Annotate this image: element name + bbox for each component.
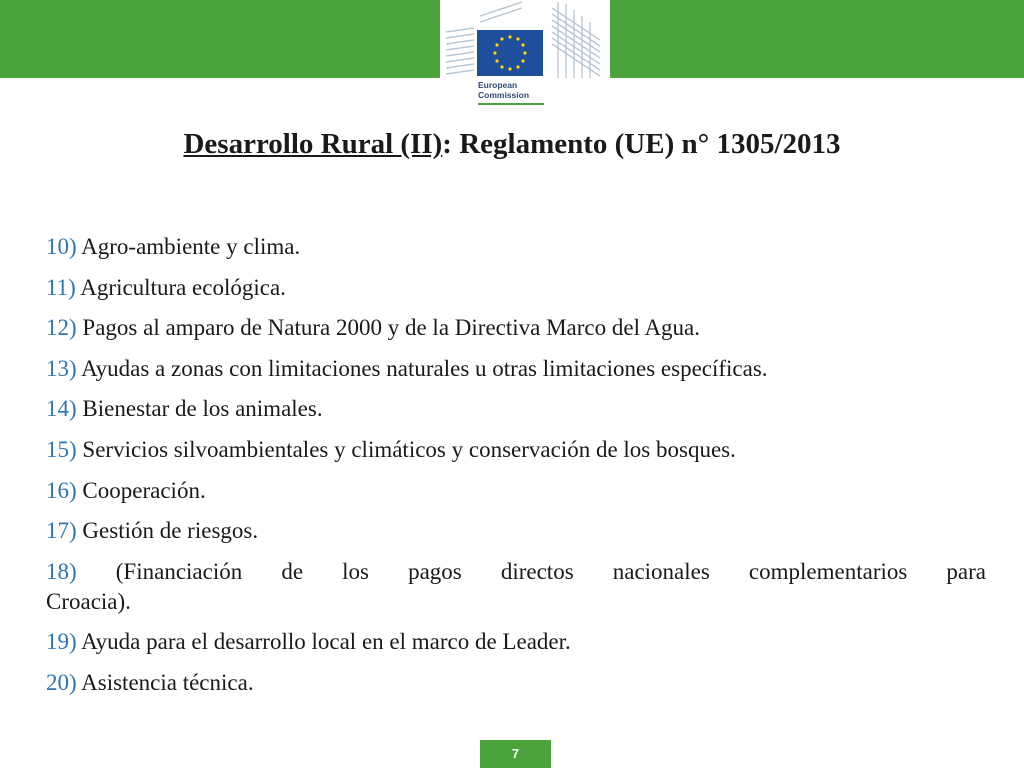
list-item (46, 668, 986, 698)
list-item (46, 435, 986, 465)
item-word: para (946, 558, 986, 584)
page-number-badge: 7 (480, 740, 551, 768)
title-rest: : Reglamento (UE) n° 1305/2013 (442, 128, 841, 160)
item-number: 11) (46, 274, 76, 300)
logo-wordmark (478, 80, 529, 100)
item-word: de (281, 558, 304, 584)
item-text: Cooperación. (76, 477, 206, 503)
list-item (46, 394, 986, 424)
item-number: 13) (46, 355, 77, 381)
list-item (46, 627, 986, 657)
item-continuation: Croacia). (46, 588, 131, 614)
list-item (46, 313, 986, 343)
item-text: Pagos al amparo de Natura 2000 y de la Directiva Marco del Agua. (76, 315, 701, 341)
item-first-line (46, 557, 986, 587)
item-word: directos (500, 558, 574, 584)
item-text: Agro-ambiente y clima. (76, 234, 301, 259)
item-number: 16) (46, 477, 77, 503)
list-item (46, 354, 986, 384)
list-item (46, 232, 986, 262)
list-item (46, 273, 986, 303)
title-underlined: Desarrollo Rural (II) (183, 128, 443, 160)
item-text: Asistencia técnica. (76, 669, 254, 695)
item-word: pagos (408, 558, 462, 584)
item-number: 17) (46, 518, 77, 544)
item-text: Bienestar de los animales. (76, 396, 323, 422)
slide-title (0, 128, 1024, 161)
item-number: 18) (46, 558, 77, 584)
european-commission-logo (440, 0, 610, 112)
list-item (46, 557, 986, 617)
item-word: (Financiación (115, 558, 243, 584)
item-text: Agricultura ecológica. (75, 274, 286, 300)
item-number: 10) (46, 234, 77, 259)
item-text: Ayuda para el desarrollo local en el marco de Leader. (76, 629, 571, 655)
logo-line-1: European (478, 80, 518, 90)
logo-line-2: Commission (478, 90, 530, 100)
item-number: 20) (46, 669, 77, 695)
item-number: 14) (46, 396, 77, 422)
item-word: complementarios (748, 558, 908, 584)
list-item (46, 476, 986, 506)
item-word: nacionales (612, 558, 710, 584)
item-number: 15) (46, 436, 77, 462)
item-text: Servicios silvoambientales y climáticos y conservación de los bosques. (76, 436, 736, 462)
list-item (46, 516, 986, 546)
item-number: 12) (46, 315, 77, 341)
item-word: los (342, 558, 369, 584)
item-text: Gestión de riesgos. (76, 518, 259, 544)
logo-underline (478, 103, 544, 105)
measures-list (46, 232, 986, 709)
item-text: Ayudas a zonas con limitaciones naturales u otras limitaciones específicas. (76, 355, 768, 381)
item-number: 19) (46, 629, 77, 655)
